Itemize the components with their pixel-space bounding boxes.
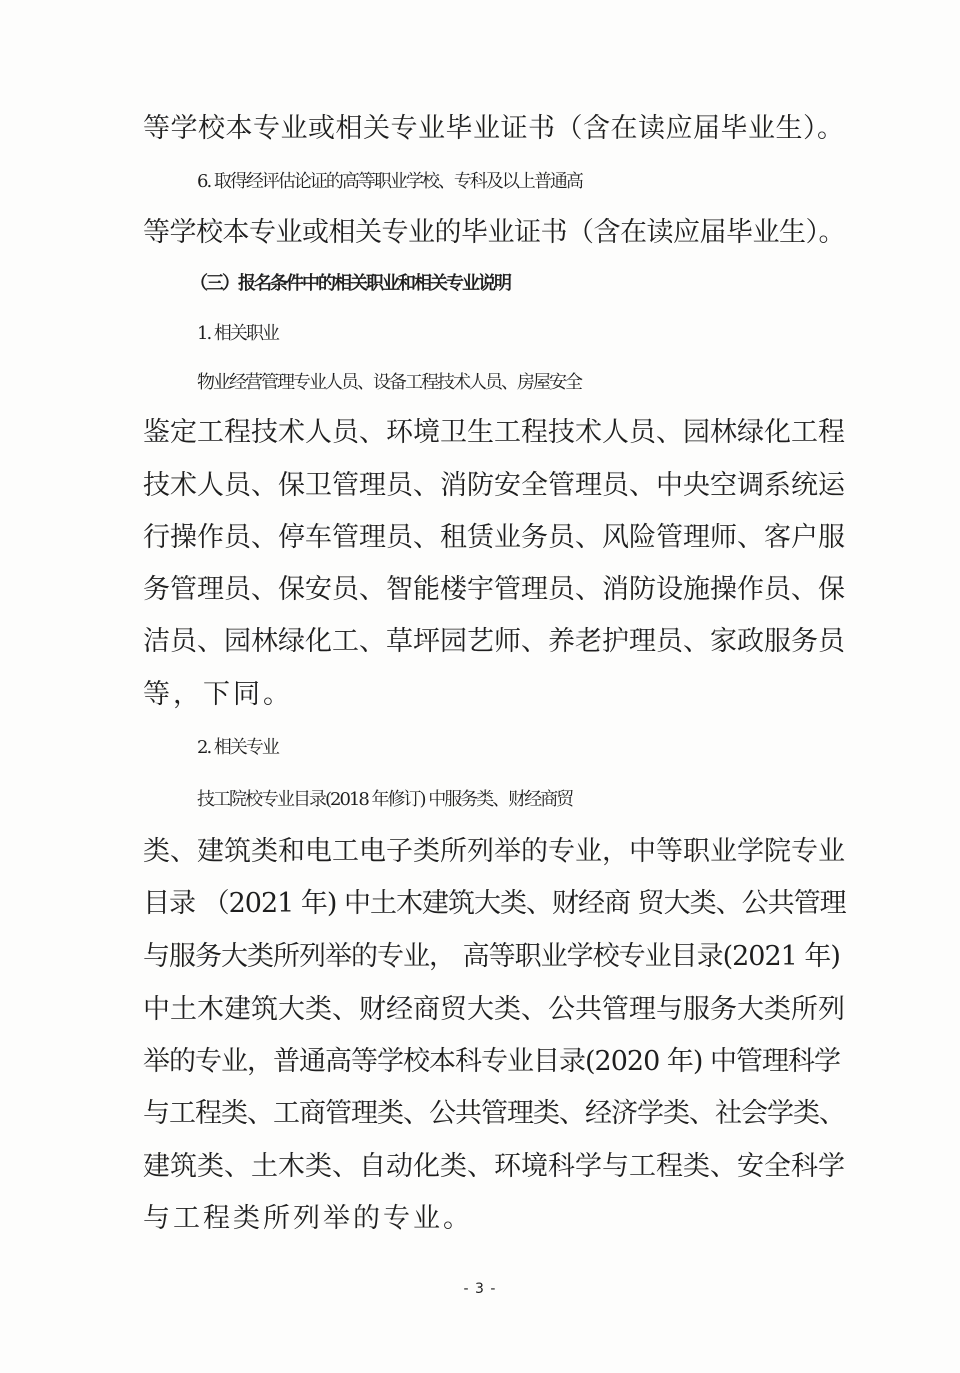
text-line: 等，下同。: [143, 679, 293, 710]
text-line: 中土木建筑大类、财经商贸大类、公共管理与服务大类所列: [143, 994, 845, 1025]
page-number: - 3 -: [463, 1281, 497, 1297]
text-line: 技工院校专业目录(2018 年修订) 中服务类、财经商贸: [197, 789, 573, 810]
text-line: 目录 （2021 年) 中土木建筑大类、财经商 贸大类、公共管理: [143, 888, 846, 919]
text-line: 举的专业，普通高等学校本科专业目录(2020 年) 中管理科学: [143, 1046, 840, 1077]
text-line: 建筑类、土木类、自动化类、环境科学与工程类、安全科学: [143, 1151, 845, 1182]
text-line: 等学校本专业或相关专业的毕业证书（含在读应届毕业生）。: [143, 217, 845, 248]
text-line: 行操作员、停车管理员、租赁业务员、风险管理师、客户服: [143, 522, 845, 553]
subsection-heading: 2. 相关专业: [197, 737, 278, 758]
text-line: 技术人员、保卫管理员、消防安全管理员、中央空调系统运: [143, 470, 845, 501]
text-line: 务管理员、保安员、智能楼宇管理员、消防设施操作员、保: [143, 574, 845, 605]
subsection-heading: 1. 相关职业: [197, 323, 278, 344]
text-line: 与服务大类所列举的专业， 高等职业学校专业目录(2021 年): [143, 941, 840, 972]
text-line: 与工程类所列举的专业。: [143, 1203, 473, 1234]
text-line: 鉴定工程技术人员、环境卫生工程技术人员、园林绿化工程: [143, 417, 845, 448]
text-line: 物业经营管理专业人员、设备工程技术人员、房屋安全: [197, 372, 581, 393]
text-line: 类、建筑类和电工电子类所列举的专业，中等职业学院专业: [143, 836, 845, 867]
text-line: 等学校本专业或相关专业毕业证书（含在读应届毕业生）。: [143, 113, 845, 144]
text-line: 洁员、园林绿化工、草坪园艺师、养老护理员、家政服务员: [143, 626, 845, 657]
text-line: 与工程类、工商管理类、公共管理类、经济学类、社会学类、: [143, 1098, 845, 1129]
section-heading: （三）报名条件中的相关职业和相关专业说明: [190, 273, 510, 294]
text-line: 6. 取得经评估论证的高等职业学校、专科及以上普通高: [197, 171, 582, 192]
